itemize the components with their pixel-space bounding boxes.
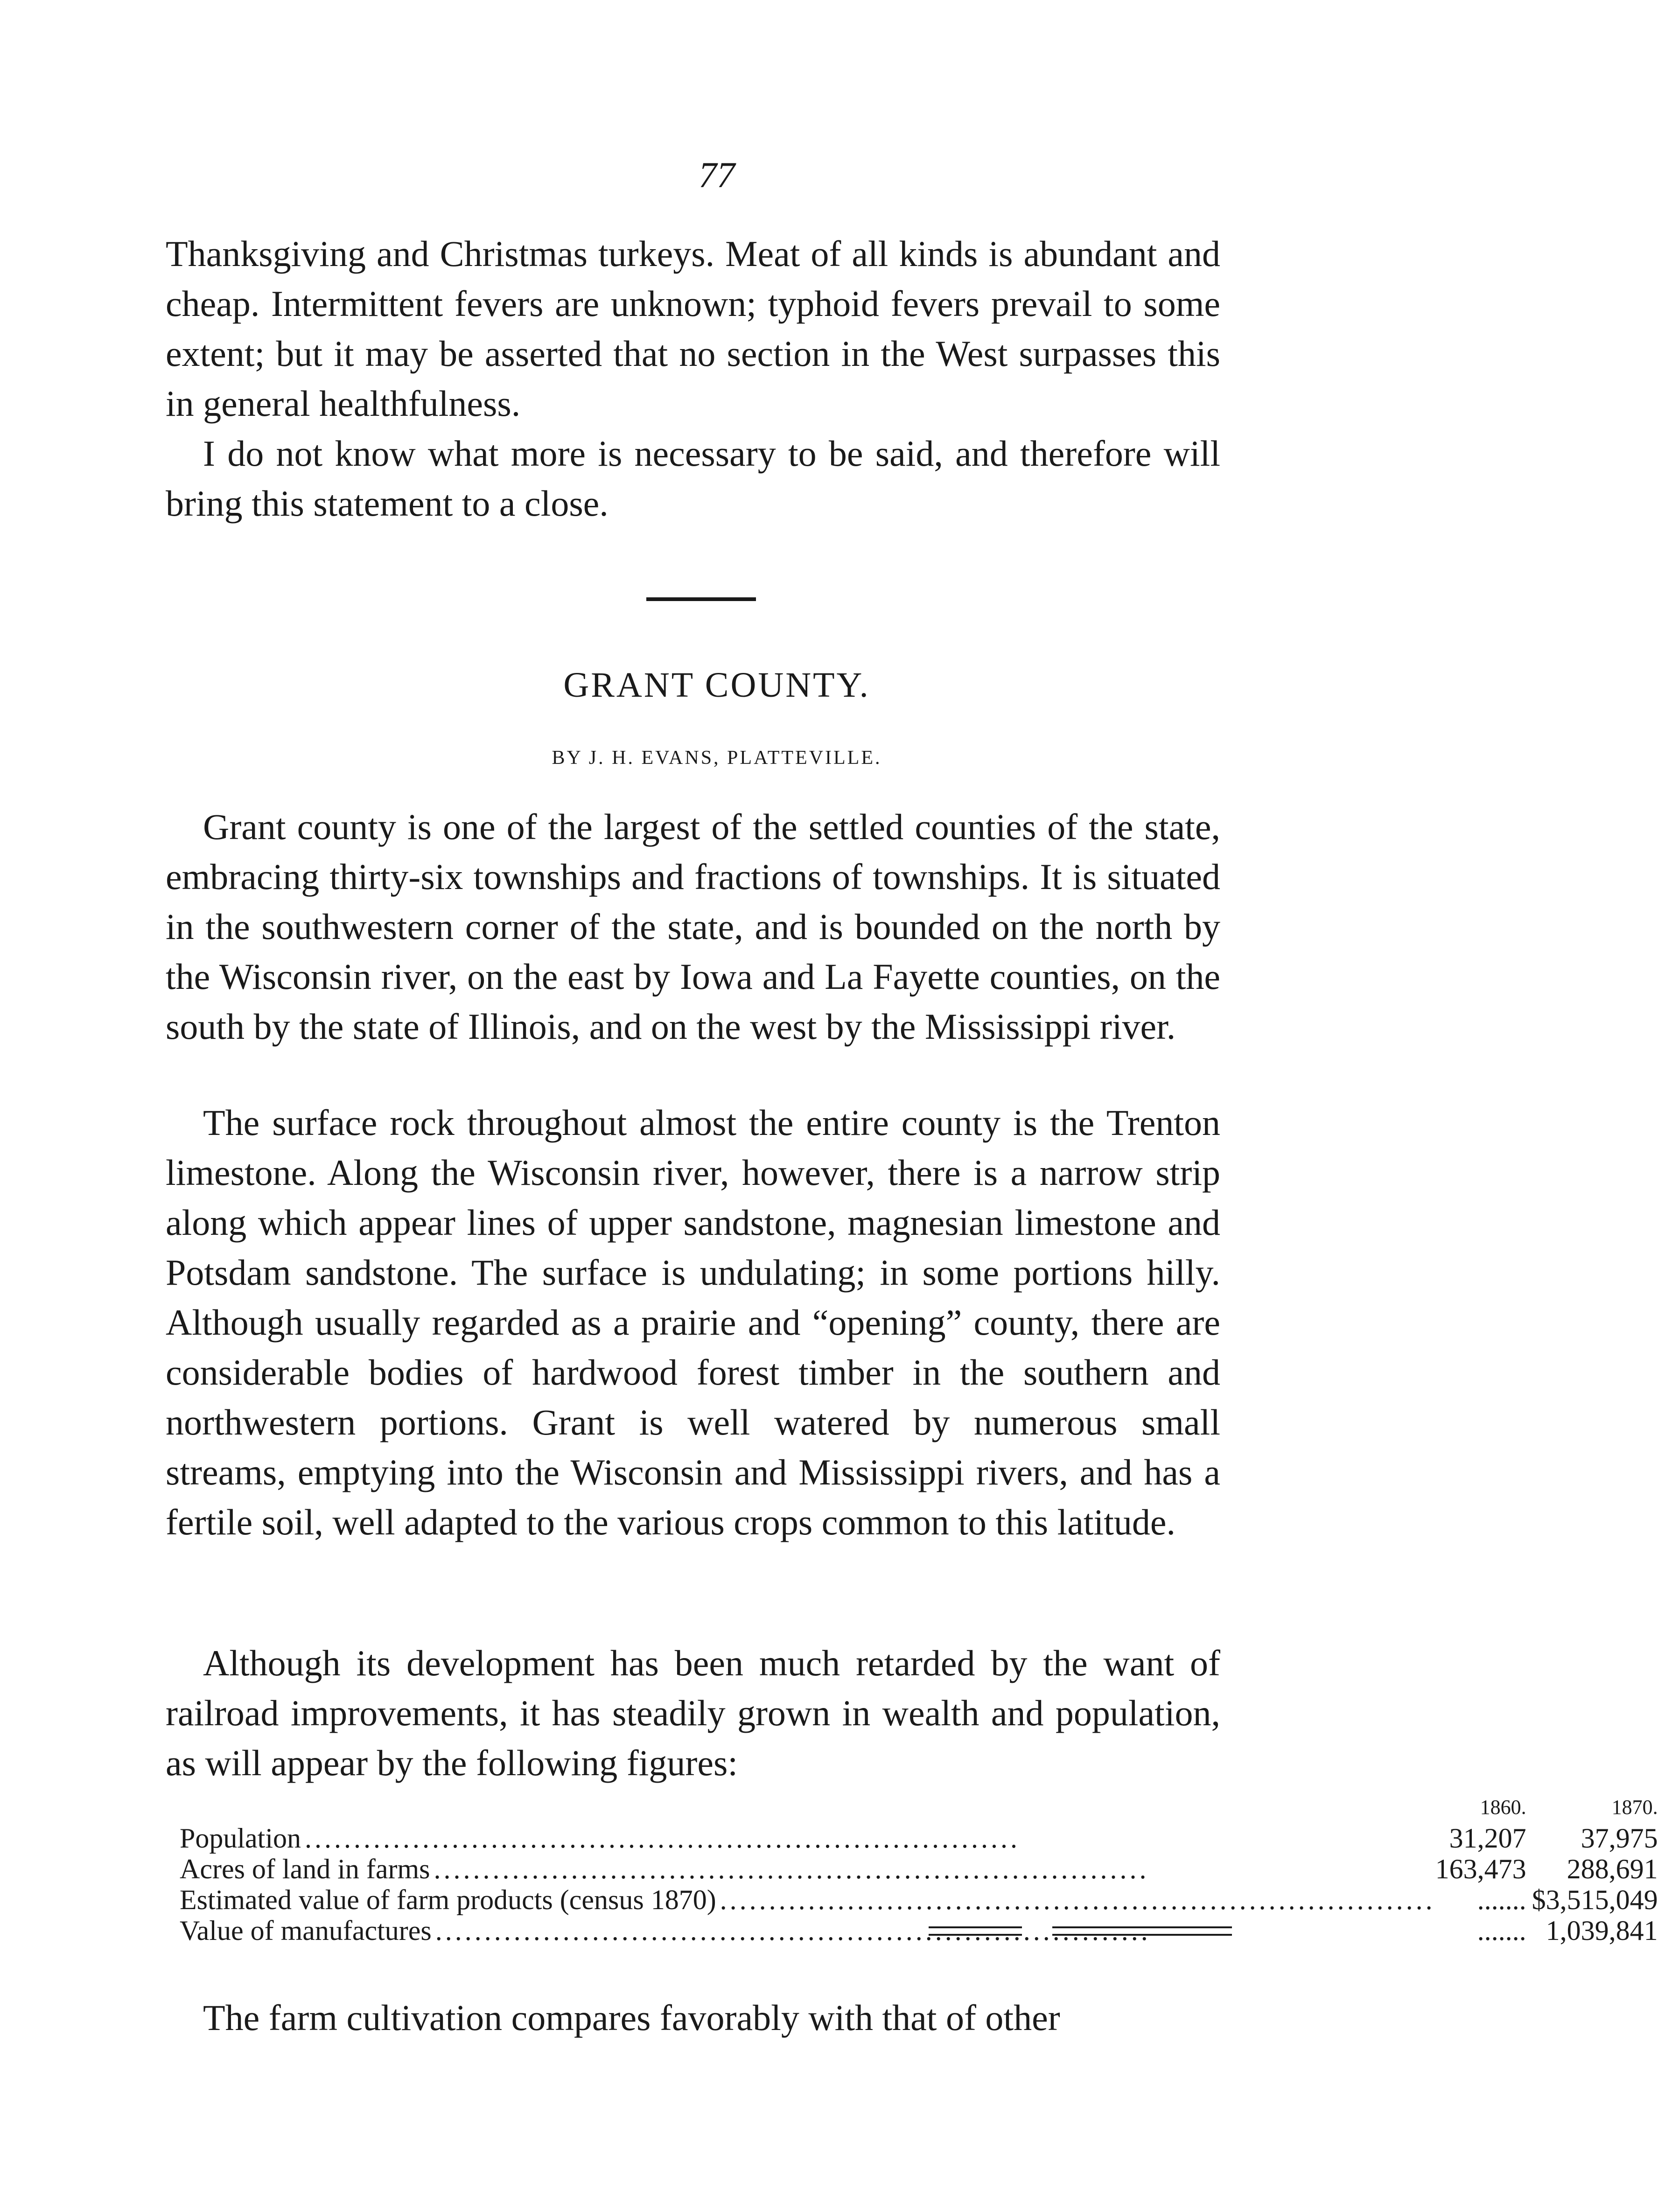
value-1860: ....... (1477, 1884, 1526, 1915)
section-title: GRANT COUNTY. (563, 665, 870, 705)
row-label: Estimated value of farm products (census 1870) (180, 1884, 716, 1915)
body-paragraph-2: The surface rock throughout almost the entire county is the Trenton limestone. Along the Wisconsin river, however, there is a narrow strip along which appear lines of upper sandstone, magnesian limestone and Potsdam sandstone. The surface is undulating; in some portions hilly. Although usually regarded as a prairie and “opening” county, there are considerable bodies of hardwood forest timber in the southern and northwestern portions. Grant is well watered by numerous small streams, emptying into the Wisconsin and Mississippi rivers, and has a fertile soil, well adapted to the various crops common to this latitude. (166, 1102, 1220, 1542)
dot-leader: ......................................................................... (435, 1915, 1151, 1946)
value-1870: 1,039,841 (1546, 1915, 1658, 1946)
value-1870: $3,515,049 (1532, 1884, 1658, 1915)
table-total-rule-1870 (1052, 1926, 1232, 1936)
row-label: Population (180, 1823, 301, 1854)
section-divider (646, 597, 756, 601)
dot-leader: ......................................................................... (305, 1823, 1021, 1854)
column-header-1860: 1860. (1480, 1796, 1526, 1819)
table-row (180, 1884, 1658, 1915)
body-paragraph-1: Grant county is one of the largest of the settled counties of the state, embracing thirty-six townships and fractions of townships. It is situated in the southwestern corner of the state, and is bounded on the north by the Wisconsin river, on the east by Iowa and La Fayette counties, on the south by the state of Illinois, and on the west by the Mississippi river. (166, 806, 1220, 1047)
value-1860: ....... (1477, 1915, 1526, 1946)
statistics-table (180, 1792, 1658, 1946)
row-label: Acres of land in farms (180, 1854, 430, 1884)
value-1860: 163,473 (1435, 1854, 1526, 1884)
intro-paragraph-1: Thanksgiving and Christmas turkeys. Meat of all kinds is abundant and cheap. Intermittent fevers are unknown; typhoid fevers prevail to some extent; but it may be asserted that no section in the West surpasses this in general healthfulness. (166, 233, 1220, 424)
page-number: 77 (699, 154, 735, 195)
value-1860: 31,207 (1449, 1823, 1526, 1854)
row-label: Value of manufactures (180, 1915, 432, 1946)
dot-leader: ......................................................................... (434, 1854, 1149, 1884)
column-header-1870: 1870. (1611, 1796, 1658, 1819)
body-paragraph-3: Although its development has been much retarded by the want of railroad improvements, it has steadily grown in wealth and population, as will appear by the following figures: (166, 1643, 1220, 1783)
intro-paragraph-2: I do not know what more is necessary to be said, and therefore will bring this statement to a close. (166, 433, 1220, 524)
closing-paragraph: The farm cultivation compares favorably with that of other (203, 1997, 1060, 2038)
statistics-header-blank (180, 1792, 1435, 1823)
value-1870: 37,975 (1581, 1823, 1658, 1854)
section-byline: BY J. H. EVANS, PLATTEVILLE. (552, 747, 882, 769)
table-row (180, 1854, 1658, 1884)
table-row (180, 1915, 1658, 1946)
table-row (180, 1823, 1658, 1854)
table-total-rule-1860 (929, 1926, 1022, 1936)
dot-leader: ......................................................................... (720, 1884, 1435, 1915)
value-1870: 288,691 (1567, 1854, 1658, 1884)
statistics-header-row (180, 1792, 1658, 1823)
